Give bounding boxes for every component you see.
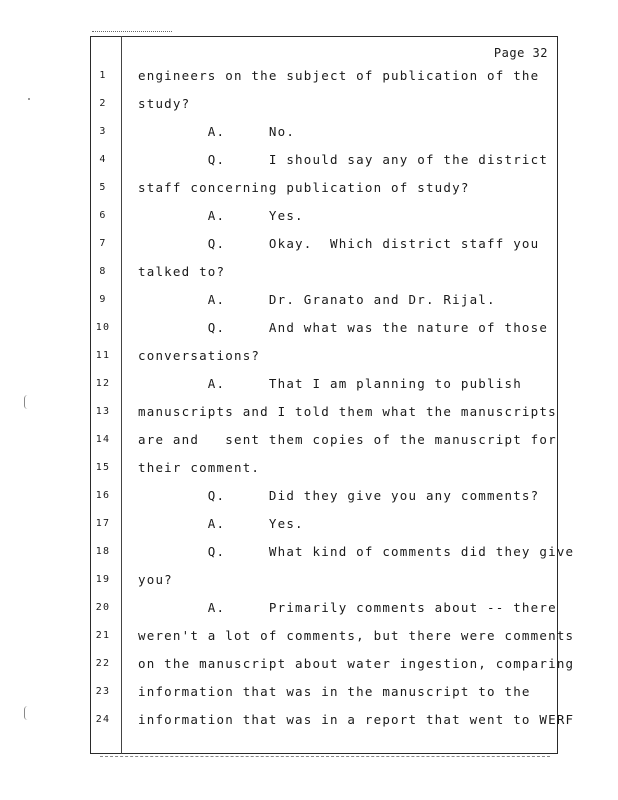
transcript-line	[0, 292, 618, 312]
line-number: 7	[99, 238, 107, 249]
line-number: 5	[99, 182, 107, 193]
line-text: A. Yes.	[138, 208, 304, 223]
line-number: 15	[95, 462, 111, 473]
line-text: staff concerning publication of study?	[138, 180, 470, 195]
line-number: 22	[95, 658, 111, 669]
line-number: 8	[99, 266, 107, 277]
line-number: 24	[95, 714, 111, 725]
header-mark	[92, 31, 172, 35]
transcript-line	[0, 712, 618, 732]
line-text: Q. Okay. Which district staff you	[138, 236, 540, 251]
line-number: 14	[95, 434, 111, 445]
line-number: 21	[95, 630, 111, 641]
transcript-line	[0, 264, 618, 284]
transcript-line	[0, 544, 618, 564]
transcript-line	[0, 460, 618, 480]
line-text: A. Yes.	[138, 516, 304, 531]
transcript-line	[0, 488, 618, 508]
line-text: are and sent them copies of the manuscript for	[138, 432, 557, 447]
transcript-line	[0, 68, 618, 88]
line-text: Q. And what was the nature of those	[138, 320, 549, 335]
transcript-line	[0, 572, 618, 592]
transcript-line	[0, 348, 618, 368]
transcript-line	[0, 236, 618, 256]
line-text: A. Dr. Granato and Dr. Rijal.	[138, 292, 496, 307]
line-number: 20	[95, 602, 111, 613]
transcript-line	[0, 432, 618, 452]
line-number: 9	[99, 294, 107, 305]
line-text: Q. What kind of comments did they give	[138, 544, 575, 559]
transcript-line	[0, 320, 618, 340]
transcript-line	[0, 180, 618, 200]
line-number: 10	[95, 322, 111, 333]
line-text: A. Primarily comments about -- there	[138, 600, 557, 615]
transcript-line	[0, 684, 618, 704]
transcript-line	[0, 124, 618, 144]
line-number: 1	[99, 70, 107, 81]
line-text: Q. Did they give you any comments?	[138, 488, 540, 503]
transcript-line	[0, 96, 618, 116]
line-text: Q. I should say any of the district	[138, 152, 549, 167]
line-number: 18	[95, 546, 111, 557]
footer-mark	[100, 756, 550, 760]
line-text: conversations?	[138, 348, 261, 363]
transcript-line	[0, 404, 618, 424]
line-text: their comment.	[138, 460, 261, 475]
line-text: you?	[138, 572, 173, 587]
line-number: 2	[99, 98, 107, 109]
line-number: 12	[95, 378, 111, 389]
transcript-line	[0, 208, 618, 228]
line-number: 19	[95, 574, 111, 585]
transcript-line	[0, 516, 618, 536]
line-text: talked to?	[138, 264, 226, 279]
line-number: 16	[95, 490, 111, 501]
line-text: A. That I am planning to publish	[138, 376, 522, 391]
transcript-line	[0, 628, 618, 648]
line-number: 13	[95, 406, 111, 417]
line-text: information that was in the manuscript to the	[138, 684, 531, 699]
transcript-line	[0, 656, 618, 676]
transcript-line	[0, 600, 618, 620]
page-number: Page 32	[493, 46, 548, 60]
line-text: manuscripts and I told them what the manuscripts	[138, 404, 557, 419]
line-number: 23	[95, 686, 111, 697]
transcript-line	[0, 376, 618, 396]
line-text: study?	[138, 96, 191, 111]
line-text: engineers on the subject of publication of the	[138, 68, 540, 83]
line-text: information that was in a report that went to WERF	[138, 712, 575, 727]
line-text: weren't a lot of comments, but there were comments	[138, 628, 575, 643]
line-number: 6	[99, 210, 107, 221]
line-number: 11	[95, 350, 111, 361]
line-text: on the manuscript about water ingestion, comparing	[138, 656, 575, 671]
line-number: 4	[99, 154, 107, 165]
line-number: 17	[95, 518, 111, 529]
transcript-line	[0, 152, 618, 172]
line-number: 3	[99, 126, 107, 137]
line-text: A. No.	[138, 124, 296, 139]
